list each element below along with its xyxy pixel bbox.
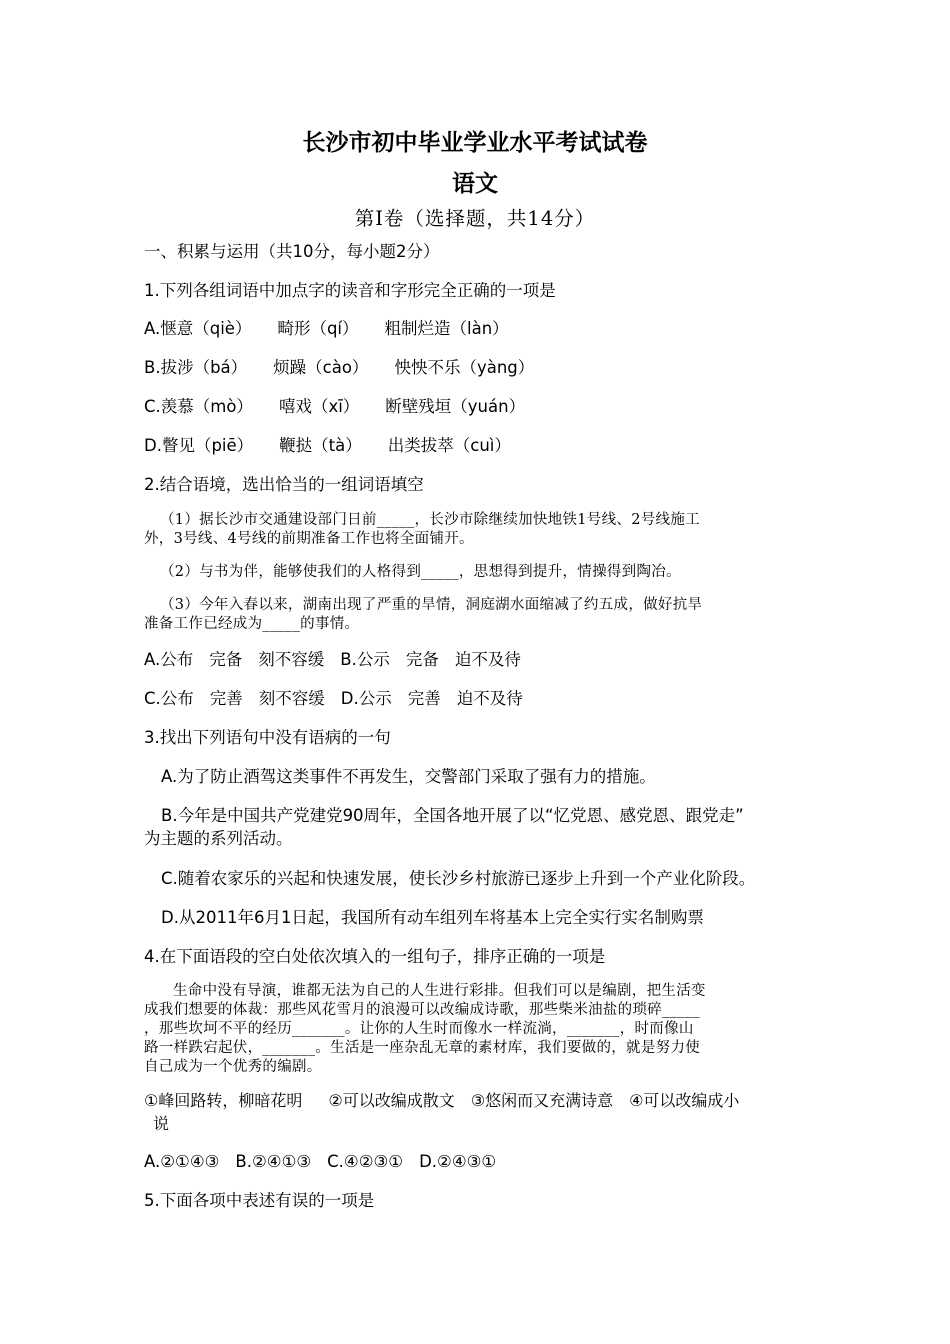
volume-title: 第Ⅰ卷（选择题，共14分） [354, 207, 596, 230]
q2-options-cd: C.公布 完善 刻不容缓 D.公示 完善 迫不及待 [144, 689, 523, 708]
q1-option-b: B.拔涉（bá） 烦躁（cào） 怏怏不乐（yàng） [144, 358, 535, 377]
q1-option-d: D.瞥见（piē） 鞭挞（tà） 出类拔萃（cuì） [144, 436, 511, 455]
q1-option-a: A.惬意（qiè） 畸形（qí） 粗制烂造（làn） [144, 319, 509, 338]
q4-passage-line2: 成我们想要的体裁：那些风花雪月的浪漫可以改编成诗歌，那些柴米油盐的琐碎_____ [144, 1002, 700, 1018]
q4-stem: 4.在下面语段的空白处依次填入的一组句子，排序正确的一项是 [144, 947, 606, 966]
q4-passage-line5: 自己成为一个优秀的编剧。 [144, 1059, 322, 1075]
q4-passage-line1: 生命中没有导演，谁都无法为自己的人生进行彩排。但我们可以是编剧，把生活变 [173, 983, 706, 999]
q3-option-a: A.为了防止酒驾这类事件不再发生，交警部门采取了强有力的措施。 [161, 767, 656, 786]
q1-stem: 1.下列各组词语中加点字的读音和字形完全正确的一项是 [144, 281, 556, 300]
q4-passage-line3: ，那些坎坷不平的经历_______。让你的人生时而像水一样流淌，_______，时而像山 [144, 1021, 694, 1037]
q3-option-d: D.从2011年6月1日起，我国所有动车组列车将基本上完全实行实名制购票 [161, 908, 704, 927]
q4-passage-line4: 路一样跌宕起伏，_______。生活是一座杂乱无章的素材库，我们要做的，就是努力使 [144, 1040, 701, 1056]
q1-option-c: C.羡慕（mò） 嘻戏（xī） 断壁残垣（yuán） [144, 397, 526, 416]
q2-stem: 2.结合语境，选出恰当的一组词语填空 [144, 475, 424, 494]
q2-sentence-1b: 外，3号线、4号线的前期准备工作也将全面铺开。 [144, 531, 474, 547]
q3-option-c: C.随着农家乐的兴起和快速发展，使长沙乡村旅游已逐步上升到一个产业化阶段。 [161, 869, 756, 888]
q5-stem: 5.下面各项中表述有误的一项是 [144, 1191, 375, 1210]
q3-option-b-line2: 为主题的系列活动。 [144, 829, 293, 848]
q3-option-b-line1: B.今年是中国共产党建党90周年，全国各地开展了以“忆党恩、感党恩、跟党走” [161, 806, 744, 825]
q2-sentence-3a: （3）今年入春以来，湖南出现了严重的旱情，洞庭湖水面缩减了约五成，做好抗旱 [160, 597, 703, 613]
q4-choices-line1: ①峰回路转，柳暗花明 ②可以改编成散文 ③悠闲而又充满诗意 ④可以改编成小 [144, 1091, 740, 1110]
q2-sentence-2: （2）与书为伴，能够使我们的人格得到_____，思想得到提升，情操得到陶冶。 [160, 564, 681, 580]
q4-answers: A.②①④③ B.②④①③ C.④②③① D.②④③① [144, 1152, 497, 1171]
q4-choices-line2: 说 [153, 1114, 170, 1133]
section-heading: 一、积累与运用（共10分，每小题2分） [144, 242, 440, 261]
exam-title: 长沙市初中毕业学业水平考试试卷 [302, 130, 648, 156]
subject-title: 语文 [452, 171, 498, 197]
q2-sentence-3b: 准备工作已经成为_____的事情。 [144, 616, 360, 632]
q3-stem: 3.找出下列语句中没有语病的一句 [144, 728, 391, 747]
q2-sentence-1a: （1）据长沙市交通建设部门日前_____，长沙市除继续加快地铁1号线、2号线施工 [160, 512, 700, 528]
q2-options-ab: A.公布 完备 刻不容缓 B.公示 完备 迫不及待 [144, 650, 521, 669]
